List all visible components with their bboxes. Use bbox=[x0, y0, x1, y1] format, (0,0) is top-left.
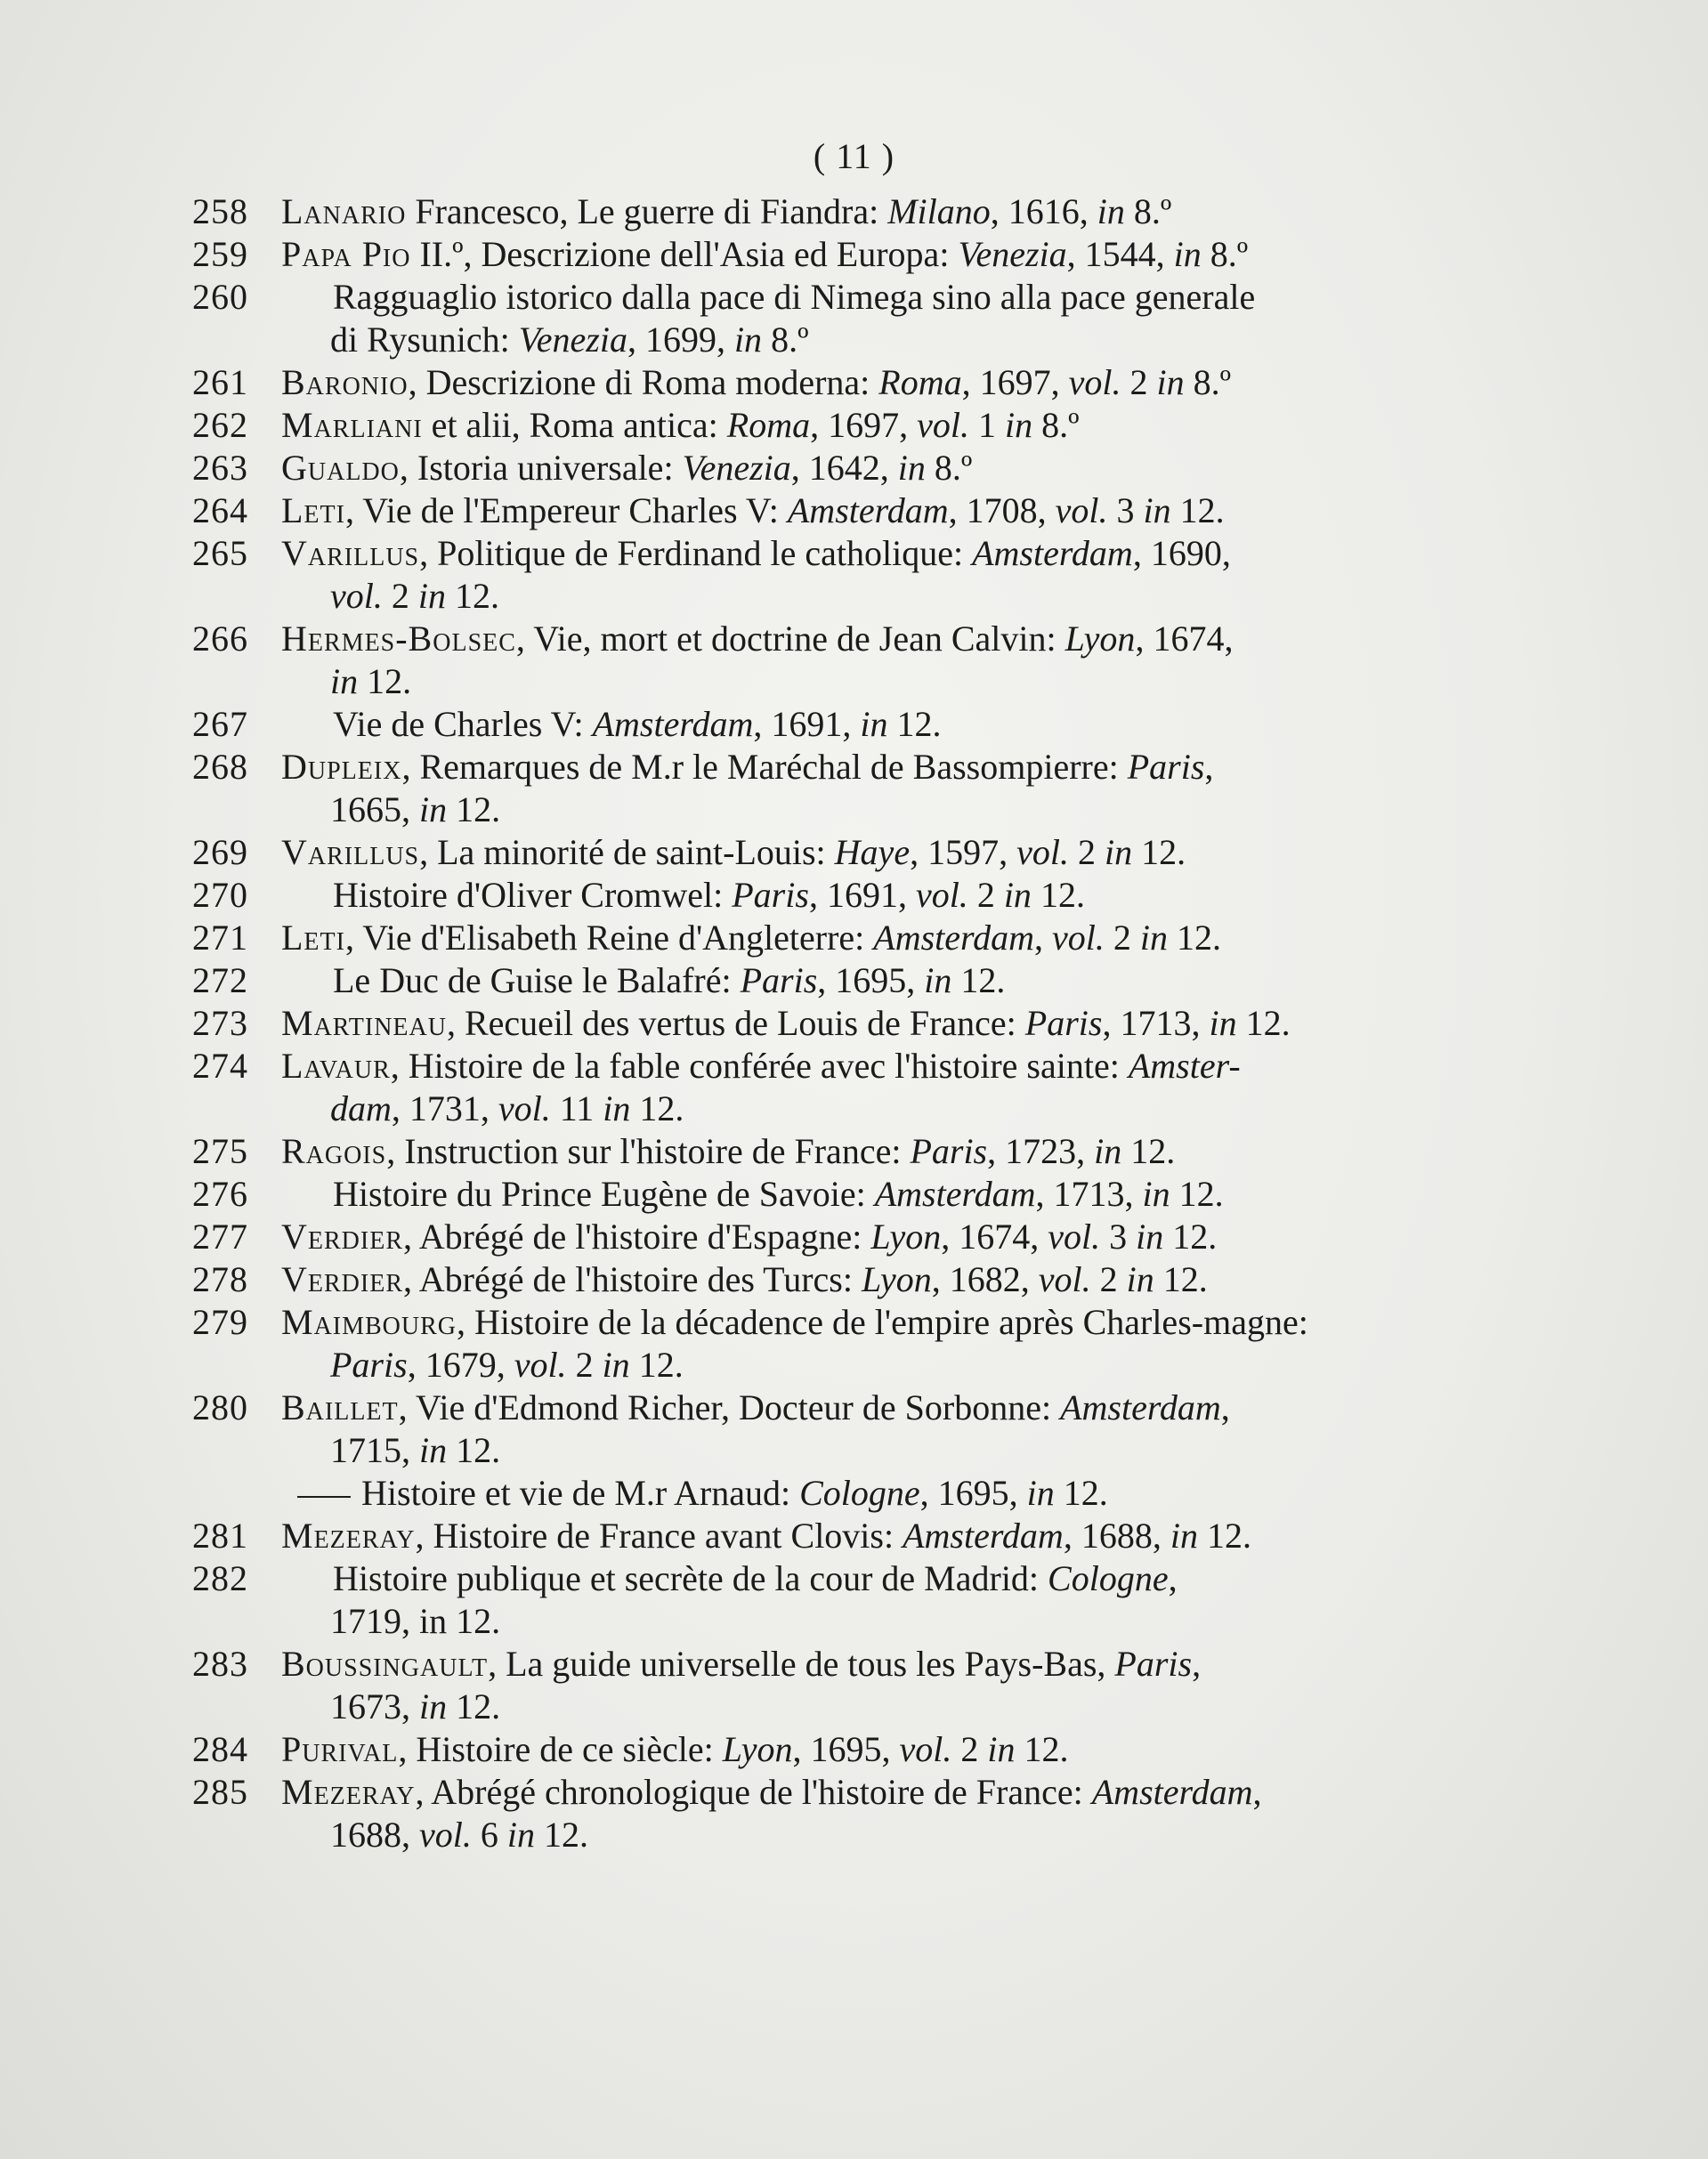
entry-number: 267 bbox=[192, 704, 248, 744]
entry-text: , 1690, bbox=[1132, 533, 1231, 573]
entry-text: et alii, Roma antica: bbox=[422, 405, 727, 445]
format-abbrev: vol. bbox=[899, 1729, 952, 1769]
entry-text: , bbox=[1168, 1558, 1178, 1598]
format-abbrev: vol. bbox=[1068, 362, 1121, 402]
entry-number: 268 bbox=[192, 747, 248, 787]
format-abbrev: in bbox=[1170, 1516, 1198, 1556]
entry-number: 284 bbox=[192, 1729, 248, 1769]
entry-number: 265 bbox=[192, 533, 248, 573]
entry-text: 12. bbox=[446, 576, 499, 616]
entry-line bbox=[281, 1301, 1367, 1344]
entry-text: 2 bbox=[967, 875, 1004, 915]
format-abbrev: vol. bbox=[498, 1088, 551, 1128]
author-name: Verdier bbox=[281, 1217, 403, 1257]
entry-text: 2 bbox=[382, 576, 418, 616]
format-abbrev: in bbox=[1003, 875, 1032, 915]
publication-place: Paris bbox=[1024, 1003, 1103, 1043]
catalog-entry bbox=[192, 361, 1367, 404]
entry-continuation-line bbox=[281, 575, 1367, 618]
catalog-entry bbox=[192, 489, 1367, 532]
publication-place: Amsterdam bbox=[874, 1174, 1036, 1214]
format-abbrev: vol. bbox=[1052, 918, 1105, 958]
entry-text: 12. bbox=[630, 1088, 684, 1128]
entry-number: 259 bbox=[192, 234, 248, 274]
publication-place: Paris bbox=[1127, 747, 1205, 787]
entry-text: 12. bbox=[447, 789, 501, 829]
entry-text: 12. bbox=[1236, 1003, 1291, 1043]
entry-text: , 1679, bbox=[407, 1345, 514, 1385]
publication-place: Venezia bbox=[958, 234, 1067, 274]
entry-number: 263 bbox=[192, 448, 248, 488]
entry-text: 2 bbox=[1121, 362, 1157, 402]
catalog-entry bbox=[192, 1130, 1367, 1173]
format-abbrev: vol. bbox=[1016, 832, 1069, 872]
catalog-entry bbox=[192, 917, 1367, 959]
entry-line bbox=[281, 1771, 1367, 1814]
format-abbrev: in bbox=[897, 448, 926, 488]
catalog-entry bbox=[192, 532, 1367, 618]
entry-text: 12. bbox=[1168, 918, 1222, 958]
entry-number: 274 bbox=[192, 1046, 248, 1086]
author-name: Leti bbox=[281, 490, 345, 530]
publication-place: Venezia bbox=[682, 448, 791, 488]
format-abbrev: in bbox=[602, 1345, 630, 1385]
entry-text: 1688, bbox=[330, 1815, 419, 1855]
author-name: Varillus bbox=[281, 533, 420, 573]
publication-place: Paris bbox=[740, 960, 818, 1000]
publication-place: Amsterdam bbox=[972, 533, 1133, 573]
entry-text: 1 bbox=[968, 405, 1005, 445]
publication-place: Paris bbox=[732, 875, 809, 915]
author-name: Martineau bbox=[281, 1003, 447, 1043]
entry-continuation-line bbox=[281, 660, 1367, 703]
entry-line bbox=[281, 404, 1367, 447]
entry-continuation-line bbox=[281, 1344, 1367, 1387]
format-abbrev: in bbox=[506, 1815, 535, 1855]
entry-text: 12. bbox=[1054, 1473, 1108, 1513]
entry-text: 11 bbox=[550, 1088, 603, 1128]
format-abbrev: vol. bbox=[419, 1815, 472, 1855]
format-abbrev: in bbox=[603, 1088, 631, 1128]
entry-text: Vie de Charles V: bbox=[333, 704, 593, 744]
entry-number: 269 bbox=[192, 832, 248, 872]
entry-line bbox=[281, 1045, 1367, 1088]
entry-text: , bbox=[1220, 1387, 1230, 1427]
entry-line bbox=[281, 746, 1367, 788]
format-abbrev: in bbox=[1136, 1217, 1164, 1257]
format-abbrev: vol. bbox=[915, 875, 968, 915]
entry-line bbox=[281, 1173, 1367, 1216]
entry-text: 1719, in 12. bbox=[330, 1601, 501, 1641]
entry-text: , 1544, bbox=[1066, 234, 1174, 274]
format-abbrev: in bbox=[1004, 405, 1033, 445]
catalog-entry bbox=[192, 1173, 1367, 1216]
entry-number: 264 bbox=[192, 490, 248, 530]
author-name: Verdier bbox=[281, 1259, 403, 1299]
publication-place: Amsterdam bbox=[1060, 1387, 1221, 1427]
entry-number: 272 bbox=[192, 960, 248, 1000]
entry-text: , 1642, bbox=[790, 448, 898, 488]
format-abbrev: in bbox=[1104, 832, 1133, 872]
entry-text: , 1695, bbox=[817, 960, 925, 1000]
entry-line bbox=[281, 1557, 1367, 1600]
author-name: Mezeray bbox=[281, 1772, 416, 1812]
format-abbrev: in bbox=[1142, 1174, 1170, 1214]
catalog-entry bbox=[192, 874, 1367, 917]
entry-text: , Vie de l'Empereur Charles V: bbox=[344, 490, 788, 530]
entry-continuation-line bbox=[281, 1600, 1367, 1643]
entry-text: 8.º bbox=[1184, 362, 1232, 402]
format-abbrev: vol. bbox=[330, 576, 383, 616]
entry-text: , 1691, bbox=[753, 704, 861, 744]
entry-number: 276 bbox=[192, 1174, 248, 1214]
catalog-entry bbox=[192, 233, 1367, 276]
entry-text: 12. bbox=[1121, 1131, 1176, 1171]
format-abbrev: vol. bbox=[1048, 1217, 1101, 1257]
entry-number: 260 bbox=[192, 277, 248, 317]
format-abbrev: vol. bbox=[1055, 490, 1108, 530]
entry-text: 12. bbox=[1197, 1516, 1251, 1556]
publication-place: Paris bbox=[330, 1345, 408, 1385]
author-name: Ragois bbox=[281, 1131, 387, 1171]
format-abbrev: in bbox=[1173, 234, 1202, 274]
entry-text: , Vie d'Edmond Richer, Docteur de Sorbonne: bbox=[398, 1387, 1061, 1427]
author-name: Varillus bbox=[281, 832, 420, 872]
publication-place: Lyon bbox=[870, 1217, 942, 1257]
catalog-entry bbox=[192, 1045, 1367, 1130]
catalog-entry bbox=[192, 746, 1367, 831]
entry-text: , Abrégé de l'histoire des Turcs: bbox=[403, 1259, 862, 1299]
publication-place: Amsterdam bbox=[592, 704, 754, 744]
publication-place: Paris bbox=[1114, 1644, 1193, 1684]
entry-number: 281 bbox=[192, 1516, 248, 1556]
entry-line bbox=[281, 1387, 1367, 1429]
entry-text: , 1616, bbox=[990, 191, 1097, 231]
author-name: Lanario bbox=[281, 191, 407, 231]
entry-line bbox=[281, 703, 1367, 746]
author-name: Leti bbox=[281, 918, 345, 958]
author-name: Mezeray bbox=[281, 1516, 416, 1556]
format-abbrev: in bbox=[419, 789, 448, 829]
entry-text: , Remarques de M.r le Maréchal de Bassompierre: bbox=[401, 747, 1128, 787]
entry-line bbox=[281, 190, 1367, 233]
publication-place: Roma bbox=[878, 362, 962, 402]
entry-text: Le Duc de Guise le Balafré: bbox=[333, 960, 741, 1000]
catalog-entry bbox=[192, 276, 1367, 361]
entry-text: 12. bbox=[358, 661, 412, 701]
entry-text: Francesco, Le guerre di Fiandra: bbox=[406, 191, 888, 231]
entry-text: 2 bbox=[1068, 832, 1105, 872]
catalog-entry bbox=[192, 1472, 1367, 1515]
entry-text: 8.º bbox=[1201, 234, 1249, 274]
entry-line bbox=[281, 1002, 1367, 1045]
entry-text: 12. bbox=[1132, 832, 1186, 872]
entry-text: , 1731, bbox=[391, 1088, 498, 1128]
entry-text: , Politique de Ferdinand le catholique: bbox=[419, 533, 973, 573]
publication-place: Amsterdam bbox=[1091, 1772, 1253, 1812]
catalog-entry bbox=[192, 1515, 1367, 1557]
entry-number: 258 bbox=[192, 191, 248, 231]
format-abbrev: in bbox=[417, 576, 446, 616]
entry-line bbox=[281, 1472, 1367, 1515]
entry-line bbox=[281, 874, 1367, 917]
catalog-entry bbox=[192, 1258, 1367, 1301]
entry-number: 270 bbox=[192, 875, 248, 915]
entry-number: 277 bbox=[192, 1217, 248, 1257]
catalog-entry bbox=[192, 1387, 1367, 1472]
author-name: Lavaur bbox=[281, 1046, 391, 1086]
format-abbrev: vol. bbox=[1038, 1259, 1091, 1299]
entry-text: 3 bbox=[1107, 490, 1144, 530]
entry-text: 12. bbox=[1031, 875, 1085, 915]
entry-text: , Vie, mort et doctrine de Jean Calvin: bbox=[515, 619, 1065, 659]
entry-text: 12. bbox=[1154, 1259, 1208, 1299]
entry-number: 262 bbox=[192, 405, 248, 445]
entry-line bbox=[281, 1728, 1367, 1771]
entry-line bbox=[281, 959, 1367, 1002]
entry-text: , 1695, bbox=[792, 1729, 900, 1769]
entry-text: , 1695, bbox=[919, 1473, 1027, 1513]
entry-text: , La guide universelle de tous les Pays-Bas, bbox=[488, 1644, 1115, 1684]
catalog-entry bbox=[192, 618, 1367, 703]
entry-text: , La minorité de saint-Louis: bbox=[419, 832, 835, 872]
entry-text: , 1597, bbox=[910, 832, 1017, 872]
entry-text: 2 bbox=[1090, 1259, 1127, 1299]
entry-text: 8.º bbox=[762, 319, 809, 360]
format-abbrev: in bbox=[419, 1430, 448, 1470]
catalog-entry bbox=[192, 959, 1367, 1002]
publication-place: Milano bbox=[887, 191, 991, 231]
publication-place: dam bbox=[330, 1088, 392, 1128]
format-abbrev: vol. bbox=[917, 405, 969, 445]
catalog-entry bbox=[192, 1643, 1367, 1728]
entry-text: 12. bbox=[951, 960, 1006, 1000]
entry-text: 12. bbox=[1015, 1729, 1069, 1769]
publication-place: Amsterdam bbox=[873, 918, 1035, 958]
entry-text: Histoire et vie de M.r Arnaud: bbox=[361, 1473, 800, 1513]
catalog-entry bbox=[192, 1771, 1367, 1856]
entry-text: , bbox=[1034, 918, 1053, 958]
format-abbrev: in bbox=[1094, 1131, 1122, 1171]
format-abbrev: vol. bbox=[514, 1345, 567, 1385]
entry-text: , Abrégé chronologique de l'histoire de France: bbox=[415, 1772, 1092, 1812]
format-abbrev: in bbox=[860, 704, 888, 744]
entry-line bbox=[281, 276, 1367, 319]
publication-place: Venezia bbox=[518, 319, 627, 360]
entry-text: 12. bbox=[1170, 1174, 1224, 1214]
entry-text: 1665, bbox=[330, 789, 419, 829]
entry-text: , 1723, bbox=[987, 1131, 1095, 1171]
entry-line bbox=[281, 1216, 1367, 1258]
entry-text: 2 bbox=[1104, 918, 1140, 958]
entry-text: , 1674, bbox=[941, 1217, 1048, 1257]
format-abbrev: in bbox=[733, 319, 763, 360]
entry-line bbox=[281, 361, 1367, 404]
entry-number: 271 bbox=[192, 918, 248, 958]
entry-text: , bbox=[1192, 1644, 1202, 1684]
format-abbrev: in bbox=[1143, 490, 1171, 530]
publication-place: Lyon bbox=[1064, 619, 1136, 659]
entry-text: , Descrizione di Roma moderna: bbox=[408, 362, 879, 402]
author-name: Marliani bbox=[281, 405, 423, 445]
entry-text: di Rysunich: bbox=[330, 319, 519, 360]
entry-text: , 1688, bbox=[1063, 1516, 1170, 1556]
entry-text: Histoire publique et secrète de la cour de Madrid: bbox=[333, 1558, 1048, 1598]
publication-place: Cologne bbox=[799, 1473, 920, 1513]
entry-text: , Instruction sur l'histoire de France: bbox=[386, 1131, 911, 1171]
entry-text: , Vie d'Elisabeth Reine d'Angleterre: bbox=[344, 918, 874, 958]
entry-continuation-line bbox=[281, 1814, 1367, 1856]
entry-text: II.º, Descrizione dell'Asia ed Europa: bbox=[410, 234, 959, 274]
entry-text: , 1699, bbox=[627, 319, 734, 360]
entry-text: 12. bbox=[1163, 1217, 1218, 1257]
entry-text: , Istoria universale: bbox=[399, 448, 683, 488]
entry-text: 12. bbox=[629, 1345, 684, 1385]
entry-number: 279 bbox=[192, 1302, 248, 1342]
publication-place: Roma bbox=[726, 405, 811, 445]
entry-number: 266 bbox=[192, 619, 248, 659]
publication-place: Lyon bbox=[722, 1729, 793, 1769]
entry-text: 8.º bbox=[925, 448, 973, 488]
publication-place: Lyon bbox=[861, 1259, 932, 1299]
entry-number: 283 bbox=[192, 1644, 248, 1684]
catalog-entry bbox=[192, 1216, 1367, 1258]
page-number: ( 11 ) bbox=[813, 136, 895, 176]
entry-text: , 1697, bbox=[961, 362, 1069, 402]
entry-text: , 1682, bbox=[931, 1259, 1039, 1299]
format-abbrev: in bbox=[1139, 918, 1169, 958]
catalog-entry bbox=[192, 831, 1367, 874]
entry-text: 6 bbox=[471, 1815, 507, 1855]
catalog-entry bbox=[192, 447, 1367, 489]
entry-line bbox=[281, 831, 1367, 874]
entry-continuation-line bbox=[281, 1429, 1367, 1472]
entry-line bbox=[281, 1258, 1367, 1301]
entry-line bbox=[281, 1515, 1367, 1557]
entry-continuation-line bbox=[281, 319, 1367, 361]
entry-number: 280 bbox=[192, 1387, 248, 1427]
entry-continuation-line bbox=[281, 1686, 1367, 1728]
author-name: Hermes-Bolsec bbox=[281, 619, 516, 659]
format-abbrev: in bbox=[1156, 362, 1185, 402]
entry-text: , 1713, bbox=[1035, 1174, 1143, 1214]
entry-line bbox=[281, 489, 1367, 532]
entry-continuation-line bbox=[281, 788, 1367, 831]
entry-text: , 1674, bbox=[1135, 619, 1234, 659]
format-abbrev: in bbox=[330, 661, 359, 701]
entry-number: 285 bbox=[192, 1772, 248, 1812]
entry-text: , Histoire de la décadence de l'empire après Charles-magne: bbox=[457, 1302, 1308, 1342]
publication-place: Cologne bbox=[1048, 1558, 1169, 1598]
author-name: Baronio bbox=[281, 362, 409, 402]
entry-text: , bbox=[1204, 747, 1214, 787]
entry-line bbox=[281, 447, 1367, 489]
publication-place: Amster- bbox=[1128, 1046, 1241, 1086]
entry-text: , Histoire de ce siècle: bbox=[398, 1729, 723, 1769]
entry-number: 275 bbox=[192, 1131, 248, 1171]
format-abbrev: in bbox=[1209, 1003, 1237, 1043]
entry-line bbox=[281, 532, 1367, 575]
catalog-entry bbox=[192, 703, 1367, 746]
author-name: Baillet bbox=[281, 1387, 399, 1427]
entry-line bbox=[281, 917, 1367, 959]
ditto-dash bbox=[297, 1496, 351, 1498]
entry-text: , 1697, bbox=[810, 405, 918, 445]
catalog-entry bbox=[192, 404, 1367, 447]
entry-text: Histoire du Prince Eugène de Savoie: bbox=[333, 1174, 875, 1214]
author-name: Maimbourg bbox=[281, 1302, 457, 1342]
entry-text: , bbox=[1252, 1772, 1262, 1812]
entry-text: 12. bbox=[447, 1686, 501, 1726]
entry-text: 2 bbox=[566, 1345, 603, 1385]
entry-text: 12. bbox=[535, 1815, 588, 1855]
entry-line bbox=[281, 1130, 1367, 1173]
catalog-entry bbox=[192, 190, 1367, 233]
format-abbrev: in bbox=[1126, 1259, 1154, 1299]
entry-text: , 1713, bbox=[1102, 1003, 1210, 1043]
entry-continuation-line bbox=[281, 1088, 1367, 1130]
catalog-list bbox=[192, 190, 1367, 1856]
entry-number: 273 bbox=[192, 1003, 248, 1043]
entry-text: , 1708, bbox=[948, 490, 1056, 530]
author-name: Gualdo bbox=[281, 448, 400, 488]
entry-text: , Abrégé de l'histoire d'Espagne: bbox=[403, 1217, 871, 1257]
author-name: Dupleix bbox=[281, 747, 402, 787]
entry-text: 8.º bbox=[1124, 191, 1172, 231]
catalog-entry bbox=[192, 1301, 1367, 1387]
entry-number: 261 bbox=[192, 362, 248, 402]
format-abbrev: in bbox=[924, 960, 952, 1000]
author-name: Boussingault bbox=[281, 1644, 489, 1684]
entry-text: 1715, bbox=[330, 1430, 419, 1470]
entry-line bbox=[281, 1643, 1367, 1686]
publication-place: Haye bbox=[834, 832, 911, 872]
entry-text: Histoire d'Oliver Cromwel: bbox=[333, 875, 733, 915]
format-abbrev: in bbox=[419, 1686, 448, 1726]
publication-place: Paris bbox=[910, 1131, 988, 1171]
format-abbrev: in bbox=[987, 1729, 1016, 1769]
entry-text: 12. bbox=[887, 704, 942, 744]
publication-place: Amsterdam bbox=[903, 1516, 1064, 1556]
entry-number: 278 bbox=[192, 1259, 248, 1299]
publication-place: Amsterdam bbox=[787, 490, 949, 530]
entry-text: Ragguaglio istorico dalla pace di Nimega sino alla pace generale bbox=[333, 277, 1256, 317]
entry-text: 8.º bbox=[1032, 405, 1080, 445]
entry-text: , 1691, bbox=[808, 875, 916, 915]
entry-number: 282 bbox=[192, 1558, 248, 1598]
catalog-entry bbox=[192, 1728, 1367, 1771]
entry-text: 2 bbox=[951, 1729, 988, 1769]
entry-line bbox=[281, 233, 1367, 276]
format-abbrev: in bbox=[1026, 1473, 1055, 1513]
author-name: Papa Pio bbox=[281, 234, 411, 274]
entry-text: , Histoire de France avant Clovis: bbox=[415, 1516, 903, 1556]
catalog-entry bbox=[192, 1557, 1367, 1643]
format-abbrev: in bbox=[1097, 191, 1125, 231]
entry-text: 12. bbox=[1170, 490, 1225, 530]
entry-text: , Histoire de la fable conférée avec l'histoire sainte: bbox=[390, 1046, 1129, 1086]
entry-text: 1673, bbox=[330, 1686, 419, 1726]
entry-text: 3 bbox=[1100, 1217, 1137, 1257]
entry-text: 12. bbox=[447, 1430, 501, 1470]
author-name: Purival bbox=[281, 1729, 399, 1769]
catalog-entry bbox=[192, 1002, 1367, 1045]
entry-text: , Recueil des vertus de Louis de France: bbox=[446, 1003, 1025, 1043]
entry-line bbox=[281, 618, 1367, 660]
